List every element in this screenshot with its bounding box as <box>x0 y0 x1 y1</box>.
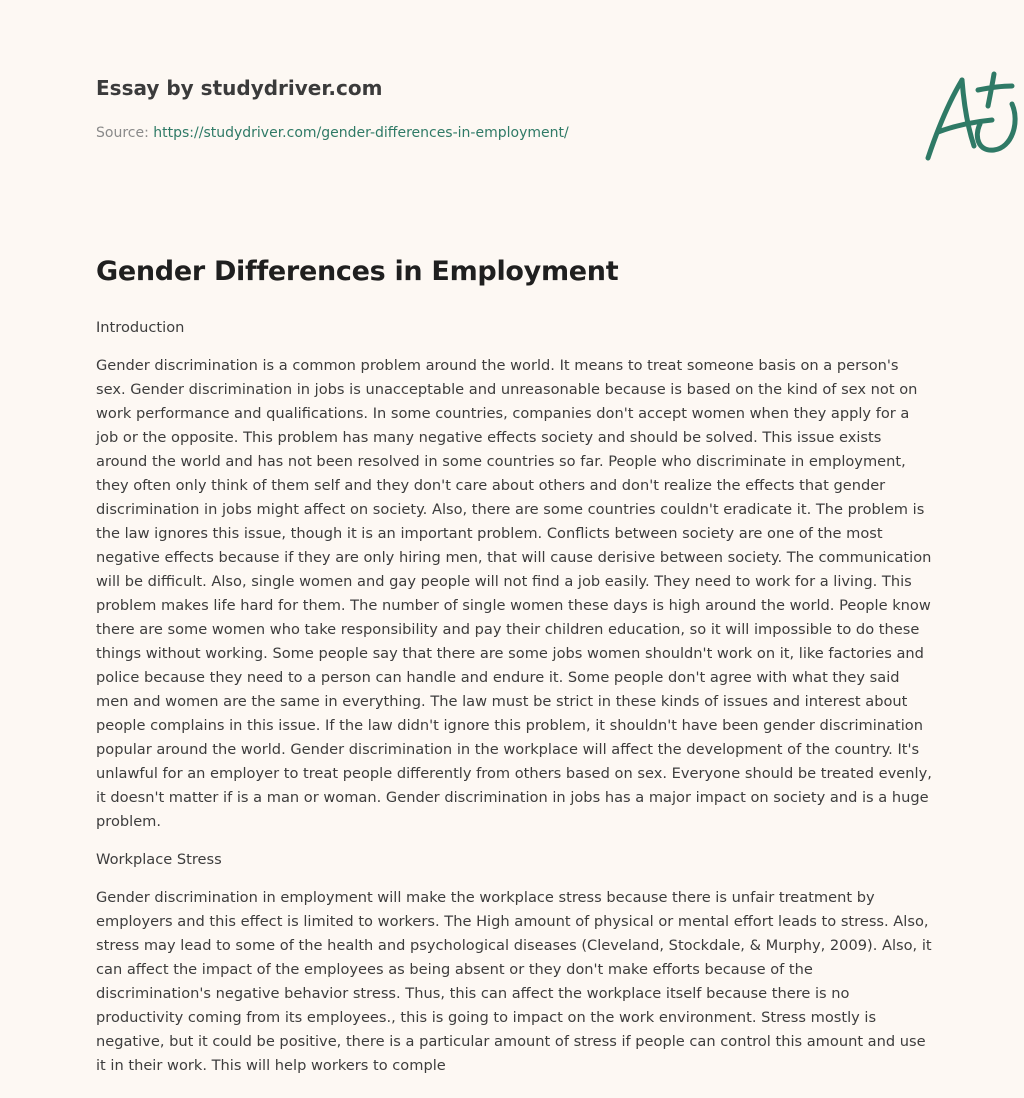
source-link[interactable]: https://studydriver.com/gender-differences-in-employment/ <box>153 125 569 141</box>
source-label: Source: <box>96 125 149 141</box>
article-title: Gender Differences in Employment <box>96 256 619 287</box>
a-plus-logo-icon <box>916 66 1024 166</box>
article-content <box>96 316 932 1092</box>
section-body-workplace-stress: Gender discrimination in employment will make the workplace stress because there is unfair treatment by employers and this effect is limited to workers. The High amount of physical or mental effort leads to stress. Also, stress may lead to some of the health and psychological diseases (Cleveland, Stockdale, & Murphy, 2009). Also, it can affect the impact of the employees as being absent or they don't make efforts because of the discrimination's negative behavior stress. Thus, this can affect the workplace itself because there is no productivity coming from its employees., this is going to impact on the work environment. Stress mostly is negative, but it could be positive, there is a particular amount of stress if people can control this amount and use it in their work. This will help workers to comple <box>96 889 932 1074</box>
section-heading-workplace-stress: Workplace Stress <box>96 851 222 868</box>
essay-by-header: Essay by studydriver.com <box>96 76 383 100</box>
source-line <box>96 125 569 141</box>
section-body-introduction: Gender discrimination is a common problem around the world. It means to treat someone basis on a person's sex. Gender discrimination in jobs is unacceptable and unreasonable because is based on the kind of sex not on work performance and qualifications. In some countries, companies don't accept women when they apply for a job or the opposite. This problem has many negative effects society and should be solved. This issue exists around the world and has not been resolved in some countries so far. People who discriminate in employment, they often only think of them self and they don't care about others and don't realize the effects that gender discrimination in jobs might affect on society. Also, there are some countries couldn't eradicate it. The problem is the law ignores this issue, though it is an important problem. Conflicts between society are one of the most negative effects because if they are only hiring men, that will cause derisive between society. The communication will be difficult. Also, single women and gay people will not find a job easily. They need to work for a living. This problem makes life hard for them. The number of single women these days is high around the world. People know there are some women who take responsibility and pay their children education, so it will impossible to do these things without working. Some people say that there are some jobs women shouldn't work on it, like factories and police because they need to a person can handle and endure it. Some people don't agree with what they said men and women are the same in everything. The law must be strict in these kinds of issues and interest about people complains in this issue. If the law didn't ignore this problem, it shouldn't have been gender discrimination popular around the world. Gender discrimination in the workplace will affect the development of the country. It's unlawful for an employer to treat people differently from others based on sex. Everyone should be treated evenly, it doesn't matter if is a man or woman. Gender discrimination in jobs has a major impact on society and is a huge problem. <box>96 357 932 830</box>
section-heading-introduction: Introduction <box>96 319 185 336</box>
